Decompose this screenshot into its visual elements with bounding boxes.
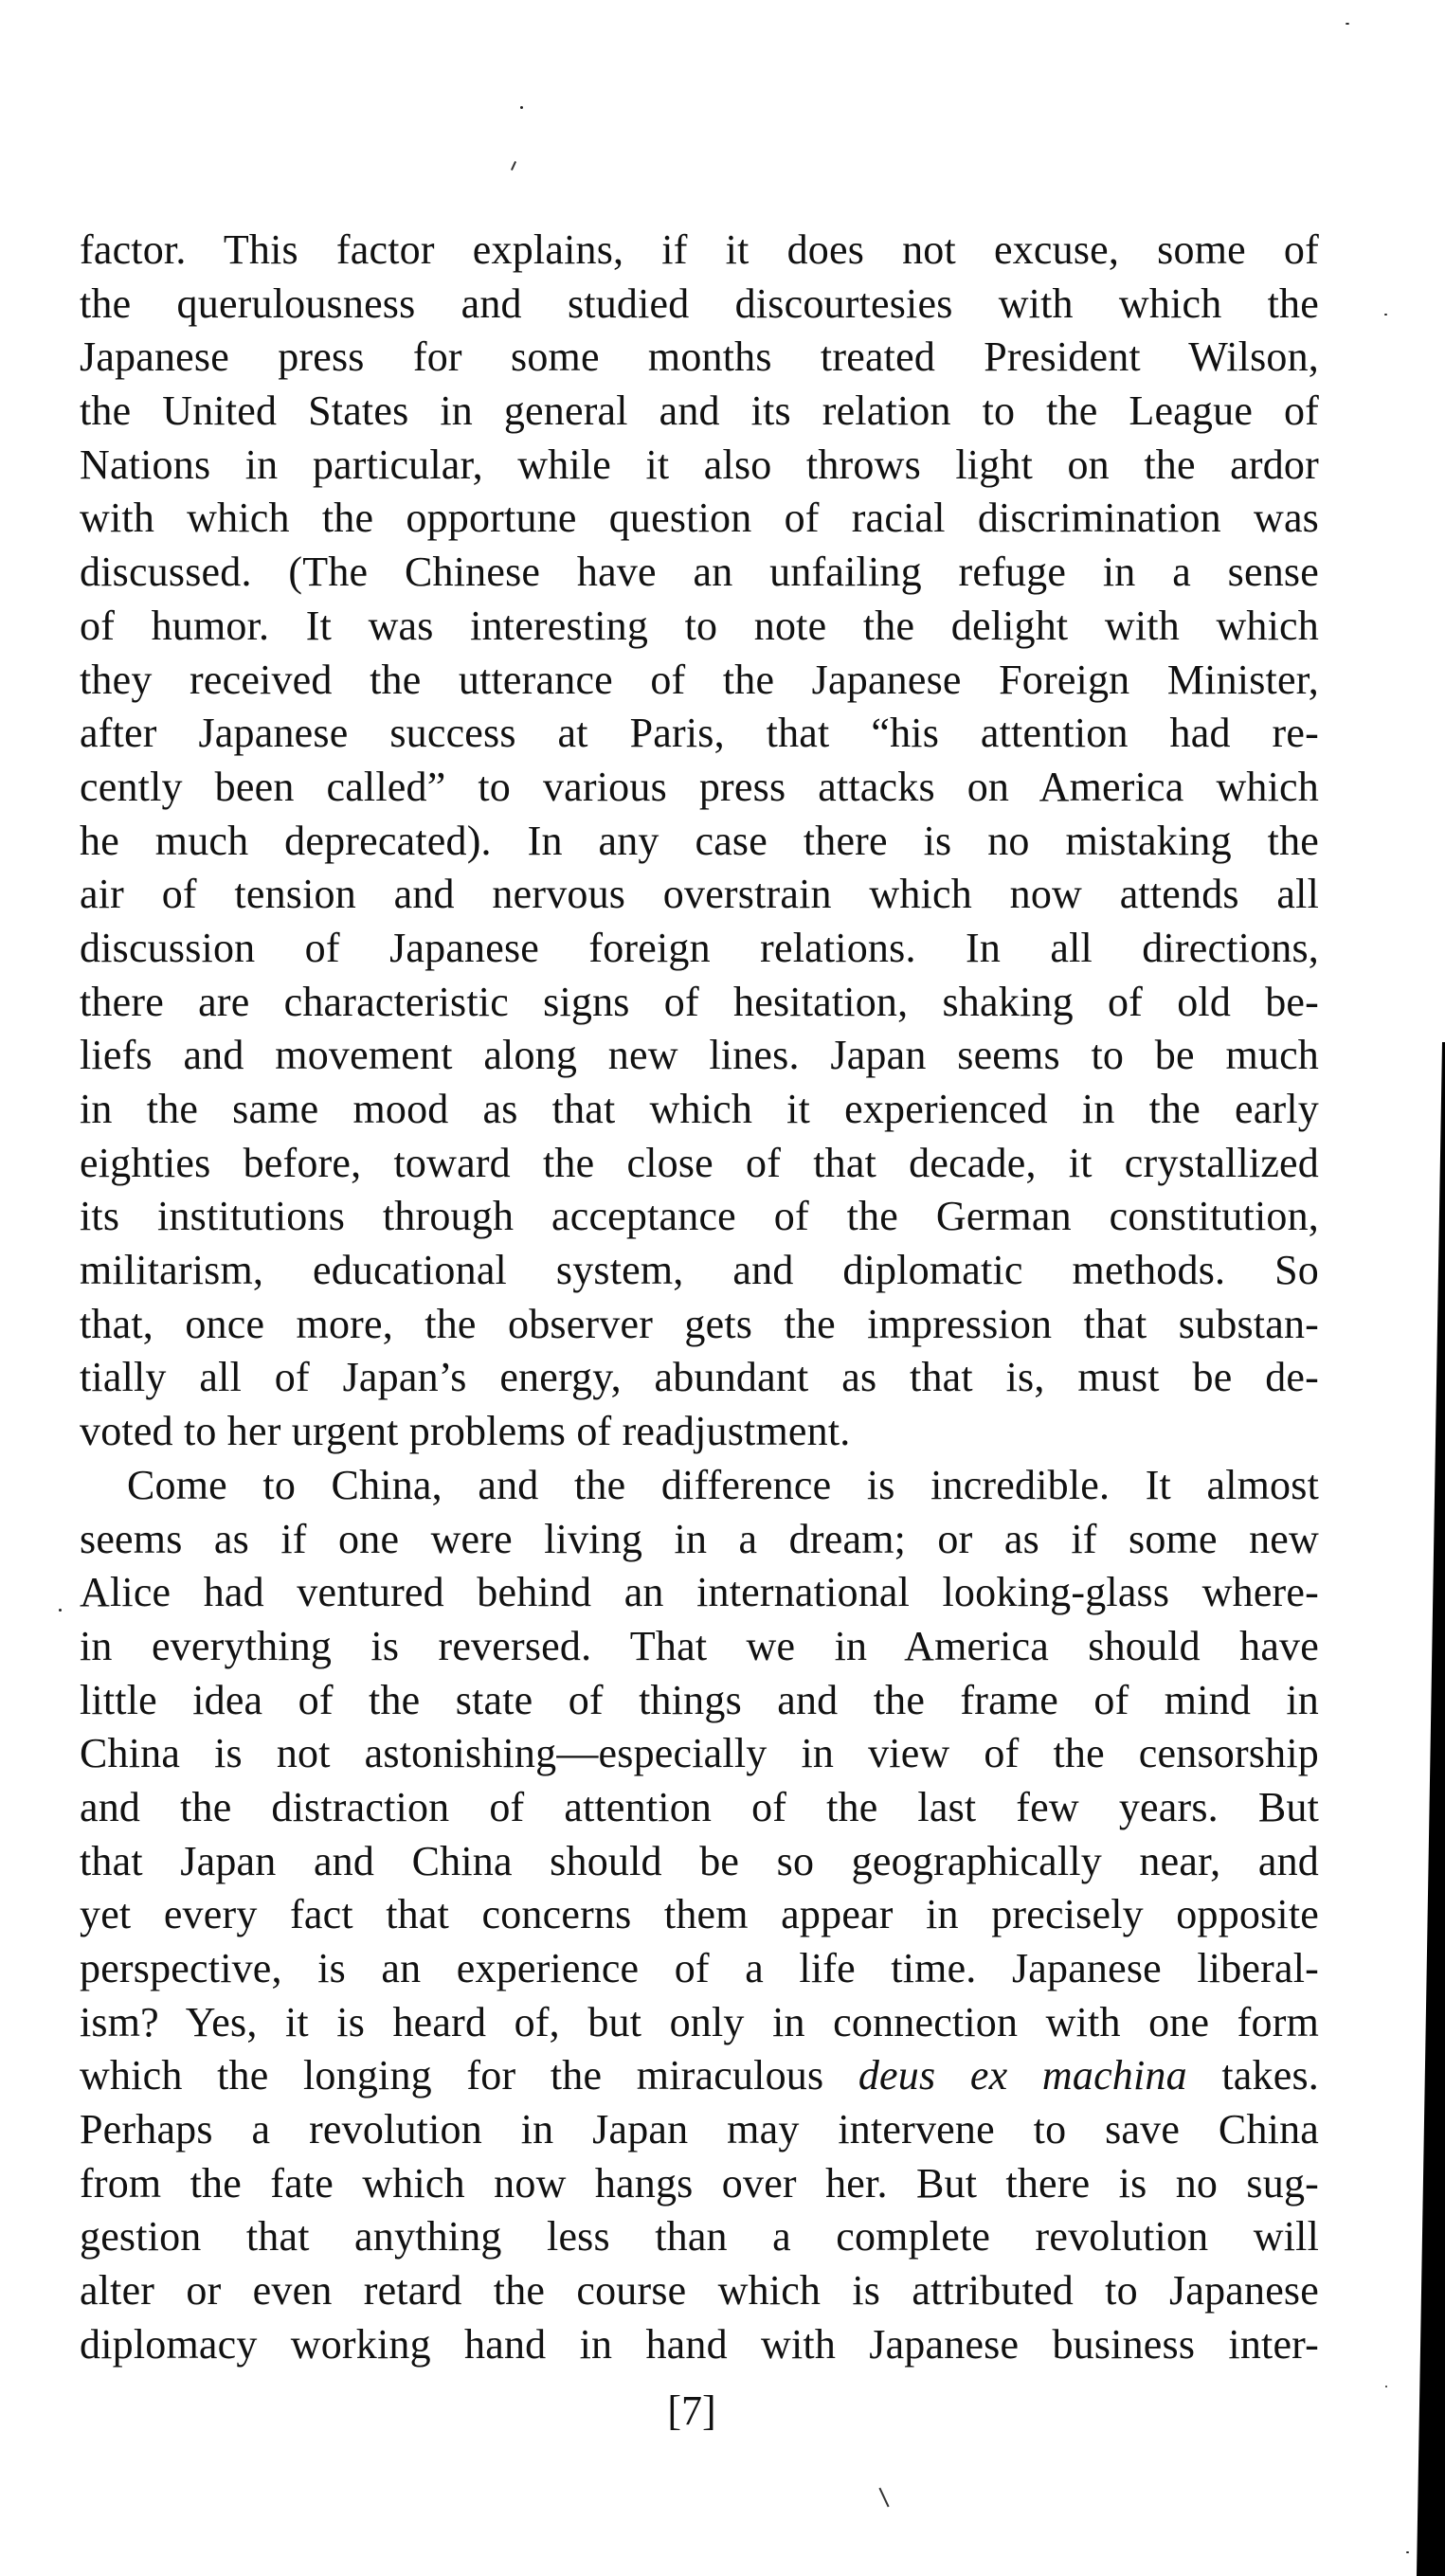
scan-speck bbox=[1346, 23, 1349, 25]
scan-scratch bbox=[511, 161, 516, 171]
text-line: tially all of Japan’s energy, abundant as that is, must be de- bbox=[80, 1354, 1319, 1401]
text-line: alter or even retard the course which is attributed to Japanese bbox=[80, 2267, 1319, 2315]
text-line: from the fate which now hangs over her. But there is no sug- bbox=[80, 2159, 1319, 2207]
text-line: eighties before, toward the close of that decade, it crystallized bbox=[80, 1139, 1319, 1186]
text-line: China is not astonishing—especially in view of the censorship bbox=[80, 1730, 1319, 1777]
scan-speck bbox=[1384, 314, 1387, 315]
text-line: its institutions through acceptance of the German constitution, bbox=[80, 1193, 1319, 1240]
text-line: militarism, educational system, and diplomatic methods. So bbox=[80, 1247, 1319, 1294]
scan-edge-shadow bbox=[1417, 1042, 1445, 2576]
text-line: and the distraction of attention of the last few years. But bbox=[80, 1783, 1319, 1830]
text-line: voted to her urgent problems of readjustment. bbox=[80, 1408, 851, 1455]
text-line: factor. This factor explains, if it does not excuse, some of bbox=[80, 226, 1319, 273]
text-line-paragraph-start: Come to China, and the difference is incredible. It almost bbox=[127, 1461, 1319, 1508]
text-line: yet every fact that concerns them appear in precisely opposite bbox=[80, 1891, 1319, 1938]
text-line: cently been called” to various press attacks on America which bbox=[80, 763, 1319, 810]
text-line: liefs and movement along new lines. Japan seems to be much bbox=[80, 1032, 1319, 1079]
text-line: Alice had ventured behind an international looking-glass where- bbox=[80, 1569, 1319, 1616]
text-line: ism? Yes, it is heard of, but only in connection with one form bbox=[80, 1998, 1319, 2045]
text-line: air of tension and nervous overstrain which now attends all bbox=[80, 871, 1319, 918]
scan-scratch bbox=[878, 2488, 889, 2508]
text-line: discussion of Japanese foreign relations. In all directions, bbox=[80, 924, 1319, 971]
page-number: [7] bbox=[667, 2387, 716, 2434]
text-line: seems as if one were living in a dream; or as if some new bbox=[80, 1515, 1319, 1562]
text-line: diplomacy working hand in hand with Japanese business inter- bbox=[80, 2320, 1319, 2368]
text-line: perspective, is an experience of a life time. Japanese liberal- bbox=[80, 1945, 1319, 1991]
text-line: the United States in general and its relation to the League of bbox=[80, 387, 1319, 435]
italic-phrase: deus ex machina bbox=[858, 2052, 1187, 2099]
scan-speck bbox=[1406, 2551, 1409, 2553]
text-line: in everything is reversed. That we in America should have bbox=[80, 1622, 1319, 1669]
text-segment: which the longing for the miraculous bbox=[80, 2052, 858, 2099]
text-line: of humor. It was interesting to note the delight with which bbox=[80, 602, 1319, 649]
text-line: little idea of the state of things and the frame of mind in bbox=[80, 1676, 1319, 1723]
text-line: gestion that anything less than a complete revolution will bbox=[80, 2213, 1319, 2261]
text-segment: takes. bbox=[1186, 2052, 1319, 2099]
text-line: the querulousness and studied discourtesies with which the bbox=[80, 279, 1319, 327]
text-line: that Japan and China should be so geographically near, and bbox=[80, 1837, 1319, 1884]
text-line-with-italic bbox=[80, 2049, 1319, 2103]
body-text bbox=[80, 224, 1319, 2372]
text-line: they received the utterance of the Japanese Foreign Minister, bbox=[80, 656, 1319, 703]
scan-speck bbox=[1385, 2386, 1387, 2387]
text-line: with which the opportune question of racial discrimination was bbox=[80, 495, 1319, 542]
scan-speck bbox=[59, 1609, 62, 1612]
text-line: after Japanese success at Paris, that “his attention had re- bbox=[80, 710, 1319, 757]
text-line: in the same mood as that which it experienced in the early bbox=[80, 1086, 1319, 1132]
text-line: he much deprecated). In any case there is no mistaking the bbox=[80, 817, 1319, 864]
text-line: discussed. (The Chinese have an unfailing refuge in a sense bbox=[80, 549, 1319, 596]
text-line: that, once more, the observer gets the impression that substan- bbox=[80, 1300, 1319, 1347]
text-line: Japanese press for some months treated President Wilson, bbox=[80, 333, 1319, 381]
text-line: Nations in particular, while it also throws light on the ardor bbox=[80, 441, 1319, 488]
scan-speck bbox=[520, 106, 523, 109]
text-line: Perhaps a revolution in Japan may intervene to save China bbox=[80, 2106, 1319, 2153]
text-line: there are characteristic signs of hesitation, shaking of old be- bbox=[80, 978, 1319, 1025]
